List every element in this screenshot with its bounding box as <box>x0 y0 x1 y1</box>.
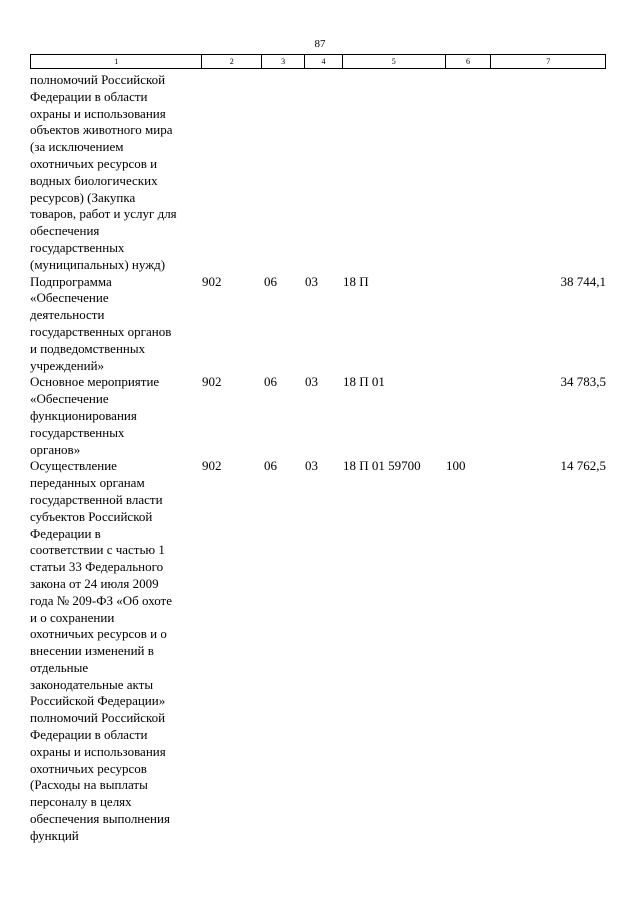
header-col-5: 5 <box>343 55 446 68</box>
description-line: охотничьих ресурсов и о <box>30 626 167 642</box>
cell-ministry-code: 902 <box>202 273 222 289</box>
cell-expense-type <box>446 374 492 458</box>
description-line: деятельности <box>30 307 105 323</box>
description-line: Федерации в <box>30 525 101 541</box>
description-line: полномочий Российской <box>30 710 166 726</box>
description-line: «Обеспечение <box>30 391 109 407</box>
cell-amount <box>492 72 606 274</box>
cell-target-article: 18 П 01 <box>343 374 385 390</box>
cell-target-article: 18 П 01 59700 <box>343 458 421 474</box>
cell-description <box>30 274 202 375</box>
description-line: охотничьих ресурсов и <box>30 155 158 171</box>
page-number: 87 <box>314 38 326 50</box>
description-line: органов» <box>30 441 81 457</box>
description-line: Подпрограмма <box>30 273 112 289</box>
description-line: объектов животного мира <box>30 122 173 138</box>
cell-subsection: 03 <box>305 458 318 474</box>
table-row <box>30 72 606 274</box>
header-col-4: 4 <box>305 55 343 68</box>
description-line: года № 209-ФЗ «Об охоте <box>30 592 172 608</box>
description-line: переданных органам <box>30 475 145 491</box>
description-line: законодательные акты <box>30 676 154 692</box>
description-line: и подведомственных <box>30 340 146 356</box>
header-col-3: 3 <box>262 55 305 68</box>
description-line: государственных <box>30 239 125 255</box>
description-line: охраны и использования <box>30 743 166 759</box>
cell-expense-type <box>446 274 492 375</box>
description-line: отдельные <box>30 659 89 675</box>
table-body <box>30 72 606 845</box>
description-line: ресурсов) (Закупка <box>30 189 136 205</box>
cell-section <box>262 72 305 274</box>
cell-ministry-code: 902 <box>202 458 222 474</box>
description-line: государственной власти <box>30 491 163 507</box>
description-line: (за исключением <box>30 139 124 155</box>
description-line: статьи 33 Федерального <box>30 559 164 575</box>
header-col-1: 1 <box>31 55 202 68</box>
cell-section: 06 <box>264 458 277 474</box>
description-line: функций <box>30 827 79 843</box>
cell-ministry-code: 902 <box>202 374 222 390</box>
cell-amount: 14 762,5 <box>560 458 606 474</box>
cell-expense-type <box>446 72 492 274</box>
description-line: и о сохранении <box>30 609 115 625</box>
cell-description <box>30 72 202 274</box>
description-line: (Расходы на выплаты <box>30 777 148 793</box>
description-line: (муниципальных) нужд) <box>30 256 166 272</box>
description-line: субъектов Российской <box>30 508 153 524</box>
cell-section: 06 <box>264 374 277 390</box>
cell-description <box>30 374 202 458</box>
table-row <box>30 458 606 844</box>
description-line: полномочий Российской <box>30 72 166 87</box>
cell-section: 06 <box>264 273 277 289</box>
cell-expense-type: 100 <box>446 458 466 474</box>
table-header <box>30 54 606 69</box>
description-line: внесении изменений в <box>30 643 154 659</box>
description-line: Российской Федерации» <box>30 693 166 709</box>
header-col-2: 2 <box>202 55 262 68</box>
description-line: охраны и использования <box>30 105 166 121</box>
cell-target-article <box>343 72 446 274</box>
cell-description <box>30 458 202 844</box>
description-line: Осуществление <box>30 458 117 474</box>
description-line: обеспечения <box>30 223 100 239</box>
description-line: водных биологических <box>30 172 158 188</box>
description-line: функционирования <box>30 407 137 423</box>
cell-subsection: 03 <box>305 374 318 390</box>
cell-subsection: 03 <box>305 273 318 289</box>
header-col-7: 7 <box>546 57 551 66</box>
description-line: обеспечения выполнения <box>30 811 170 827</box>
description-line: учреждений» <box>30 357 105 373</box>
description-line: Федерации в области <box>30 727 148 743</box>
header-col-6: 6 <box>446 55 492 68</box>
description-line: закона от 24 июля 2009 <box>30 575 159 591</box>
description-line: соответствии с частью 1 <box>30 542 165 558</box>
description-line: Федерации в области <box>30 88 148 104</box>
cell-amount: 34 783,5 <box>560 374 606 390</box>
cell-target-article: 18 П <box>343 273 369 289</box>
table-row <box>30 274 606 375</box>
cell-subsection <box>305 72 343 274</box>
description-line: товаров, работ и услуг для <box>30 206 177 222</box>
description-line: государственных <box>30 424 125 440</box>
description-line: персоналу в целях <box>30 794 132 810</box>
cell-ministry-code <box>202 72 262 274</box>
cell-amount: 38 744,1 <box>560 273 606 289</box>
table-row <box>30 374 606 458</box>
description-line: Основное мероприятие <box>30 374 160 390</box>
description-line: «Обеспечение <box>30 290 109 306</box>
description-line: охотничьих ресурсов <box>30 760 147 776</box>
description-line: государственных органов <box>30 323 172 339</box>
